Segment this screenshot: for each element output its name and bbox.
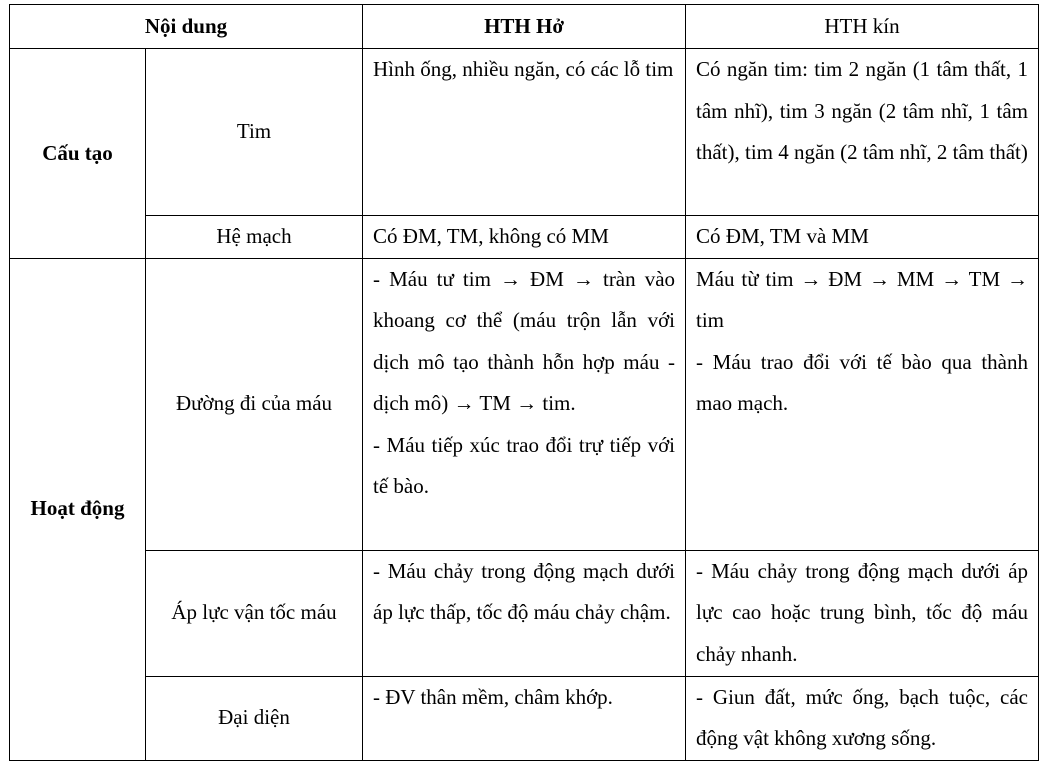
open-blood-path-line-1: - Máu tư tim → ĐM → tràn vào khoang cơ thể (máu trộn lẫn với dịch mô tạo thành hỗn hợp máu - dịch mô) → TM → tim. <box>373 266 676 415</box>
cell-closed-vessels: Có ĐM, TM và MM <box>686 216 1039 259</box>
header-row <box>10 5 1039 49</box>
cell-closed-blood-path <box>686 258 1039 550</box>
closed-blood-path-line-2: - Máu trao đổi với tế bào qua thành mao mạch. <box>696 349 1029 415</box>
header-closed-circulation: HTH kín <box>686 5 1039 49</box>
cell-closed-pressure-speed: - Máu chảy trong động mạch dưới áp lực cao hoặc trung bình, tốc độ máu chảy nhanh. <box>686 550 1039 676</box>
cell-open-heart: Hình ống, nhiều ngăn, có các lỗ tim <box>363 49 686 216</box>
header-open-circulation: HTH Hở <box>363 5 686 49</box>
comparison-table <box>9 4 1039 761</box>
table-row <box>10 676 1039 760</box>
cell-closed-representatives: - Giun đất, mức ống, bạch tuộc, các động vật không xương sống. <box>686 676 1039 760</box>
group-activity: Hoạt động <box>10 258 146 760</box>
table-row <box>10 216 1039 259</box>
group-structure: Cấu tạo <box>10 49 146 259</box>
row-label-heart: Tim <box>146 49 363 216</box>
cell-open-representatives: - ĐV thân mềm, châm khớp. <box>363 676 686 760</box>
cell-closed-heart: Có ngăn tim: tim 2 ngăn (1 tâm thất, 1 tâm nhĩ), tim 3 ngăn (2 tâm nhĩ, 1 tâm thất), tim 4 ngăn (2 tâm nhĩ, 2 tâm thất) <box>686 49 1039 216</box>
open-blood-path-line-2: - Máu tiếp xúc trao đổi trự tiếp với tế bào. <box>373 432 676 498</box>
closed-blood-path-line-1: Máu từ tim → ĐM → MM → TM → tim <box>696 266 1029 332</box>
table-row <box>10 550 1039 676</box>
table-row <box>10 49 1039 216</box>
row-label-representatives: Đại diện <box>146 676 363 760</box>
cell-open-blood-path <box>363 258 686 550</box>
row-label-blood-path: Đường đi của máu <box>146 258 363 550</box>
cell-open-pressure-speed: - Máu chảy trong động mạch dưới áp lực thấp, tốc độ máu chảy chậm. <box>363 550 686 676</box>
row-label-pressure-speed: Áp lực vận tốc máu <box>146 550 363 676</box>
row-label-vessels: Hệ mạch <box>146 216 363 259</box>
header-content: Nội dung <box>10 5 363 49</box>
cell-open-vessels: Có ĐM, TM, không có MM <box>363 216 686 259</box>
table-row <box>10 258 1039 550</box>
